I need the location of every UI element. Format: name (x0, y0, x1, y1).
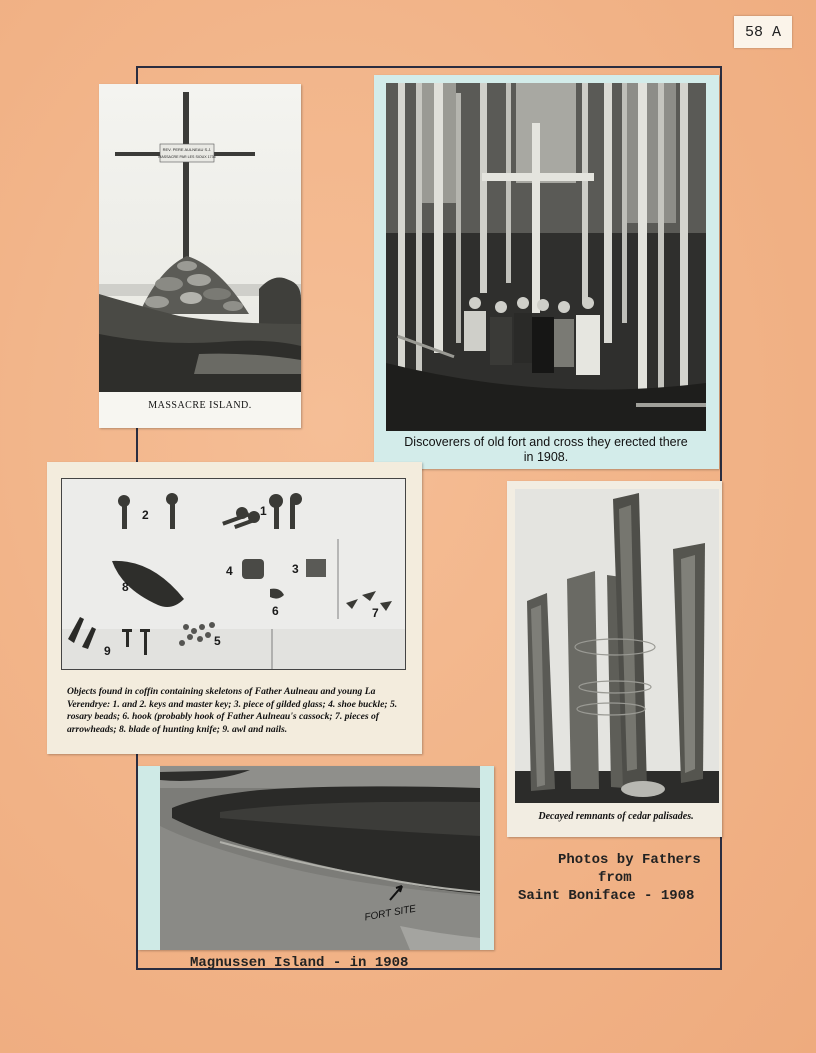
cross-sign-line2: MASSACRE PAR LES SIOUX 1736 (158, 155, 216, 159)
objects-found-clipping (47, 462, 422, 754)
object-number-2: 2 (142, 508, 149, 522)
discoverers-caption: Discoverers of old fort and cross they erected there in 1908. (404, 435, 688, 464)
credit-line-1: Photos by Fathers (558, 852, 701, 868)
discoverers-clipping (374, 75, 719, 469)
object-number-6: 6 (272, 604, 279, 618)
object-number-9: 9 (104, 644, 111, 658)
cross-sign-line1: REV. PERE AULNEAU S.J. (162, 147, 212, 152)
fort-site-map-label: FORT SITE (363, 903, 417, 924)
magnussen-island-typed-caption: Magnussen Island - in 1908 (190, 955, 409, 971)
massacre-island-photo (99, 84, 301, 392)
objects-found-caption: Objects found in coffin containing skeletons of Father Aulneau and young La Verendrye: 1. and 2. keys and master key; 3. piece of gilded glass; 4. shoe buckle; 5. rosary beads; 6. hook (probably hook of Father Aulneau's cassock; 7. pieces of arrowheads; 8. blade of hunting knife; 9. awl and nails. (67, 686, 398, 735)
magnussen-island-clipping (138, 766, 494, 950)
palisades-photo (515, 489, 719, 803)
palisades-clipping (507, 481, 722, 837)
massacre-island-clipping (99, 84, 301, 428)
magnussen-island-photo (160, 766, 480, 950)
object-number-4: 4 (226, 564, 233, 578)
palisades-caption: Decayed remnants of cedar palisades. (538, 811, 694, 822)
massacre-island-caption: MASSACRE ISLAND. (148, 400, 252, 411)
credit-line-3: Saint Boniface - 1908 (518, 888, 695, 904)
credit-line-2: from (598, 870, 632, 886)
object-number-8: 8 (122, 580, 129, 594)
object-number-5: 5 (214, 634, 221, 648)
object-number-3: 3 (292, 562, 299, 576)
objects-photo (61, 478, 406, 670)
discoverers-photo (386, 83, 706, 431)
object-number-7: 7 (372, 606, 379, 620)
page-number-label: 58 A (734, 16, 792, 48)
object-number-1: 1 (260, 504, 267, 518)
